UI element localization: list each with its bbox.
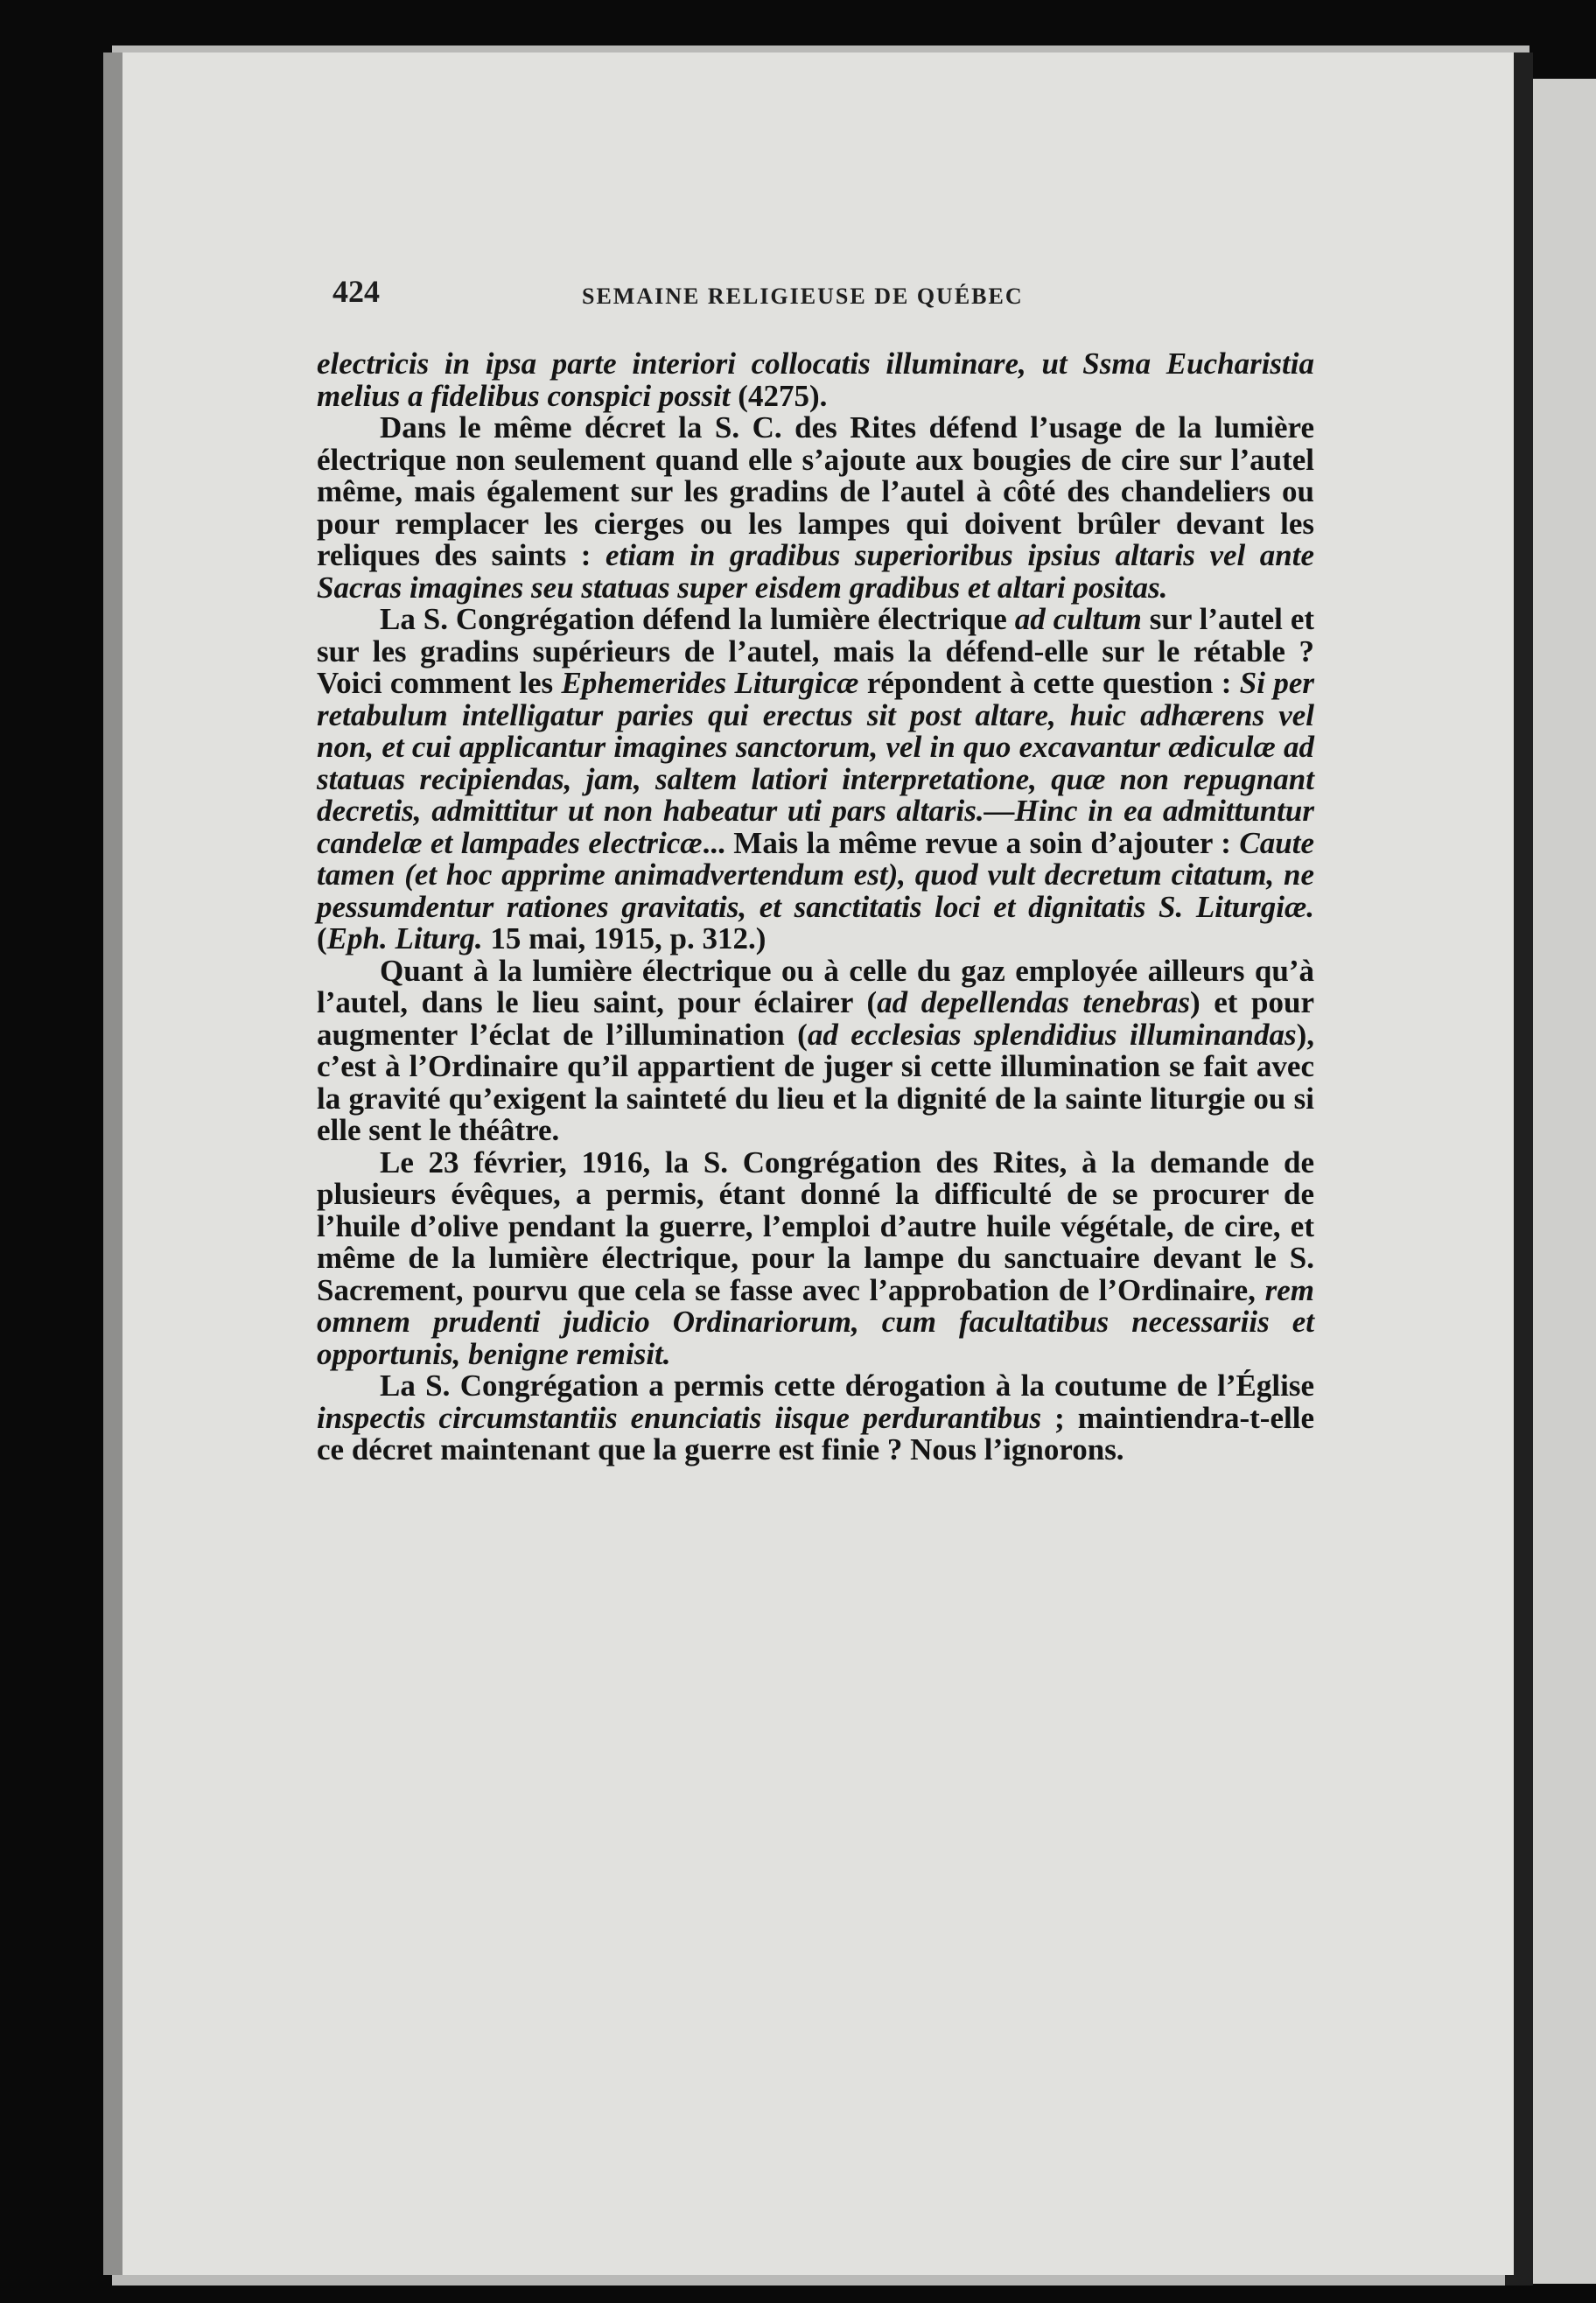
text-run: ... Mais la même revue a soin d’ajouter : — [702, 825, 1240, 860]
text-run: La S. Congrégation défend la lumière électrique — [380, 602, 1015, 636]
latin-quote: inspectis circumstantiis enunciatis iisque perdurantibus — [317, 1400, 1042, 1435]
latin-quote: ad depellendas tenebras — [877, 985, 1190, 1019]
text-run: ) et pour augmenter l’éclat de l’illumination ( — [317, 985, 1315, 1052]
latin-quote: ad cultum — [1014, 602, 1142, 636]
text-run: Dans le même décret la S. C. des Rites défend l’usage de la lumière électrique non seulement quand elle s’ajoute aux bougies de cire sur l’autel même, mais également sur les gradins de l’autel à côté des chandeliers ou pour remplacer les cierges ou les lampes qui doivent brûler devant les reliques des saints : — [317, 410, 1314, 572]
paragraph-2 — [317, 412, 1314, 604]
page-number: 424 — [332, 274, 380, 309]
facing-page-edge — [1530, 79, 1596, 2284]
text-run: 15 mai, 1915, p. 312.) — [482, 921, 766, 956]
paragraph-1 — [317, 348, 1314, 412]
latin-quote: electricis in ipsa parte interiori collocatis illuminare, ut Ssma Eucharistia melius a fidelibus conspici possit — [317, 346, 1314, 413]
text-run: sur l’autel et sur les gradins supérieurs de l’autel, mais la défend-elle sur le rétable ? Voici comment les — [317, 602, 1315, 700]
text-run: répondent à cette question : — [858, 666, 1240, 700]
text-run: ; maintiendra-t-elle ce décret maintenant que la guerre est finie ? Nous l’ignorons. — [317, 1400, 1314, 1466]
paragraph-4 — [317, 953, 1315, 1147]
text-run: Quant à la lumière électrique ou à celle du gaz employée ailleurs qu’à l’autel, dans le lieu saint, pour éclairer ( — [317, 953, 1314, 1019]
text-run: ( — [317, 921, 327, 956]
text-run: ), c’est à l’Ordinaire qu’il appartient de juger si cette illumination se fait avec la gravité qu’exigent la sainteté du lieu et la dignité de la sainte liturgie ou si elle sent le théâtre. — [317, 1017, 1314, 1147]
latin-quote: rem omnem prudenti judicio Ordinariorum, cum facultatibus necessariis et opportunis, benigne remisit. — [317, 1272, 1314, 1371]
latin-quote: Si per retabulum intelligatur paries qui erectus sit post altare, huic adhærens vel non, et cui applicantur imagines sanctorum, vel in quo excavantur ædiculæ ad statuas recipiendas, jam, saltem latiori interpretatione, quæ non repugnant decretis, admittitur ut non habeatur uti pars altaris.—Hinc in ea admittuntur candelæ et lampades electricæ — [317, 666, 1314, 860]
journal-title: Ephemerides Liturgicæ — [561, 666, 859, 700]
paragraph-3 — [317, 604, 1314, 956]
text-run: Le 23 février, 1916, la S. Congrégation des Rites, à la demande de plusieurs évêques, a permis, étant donné la difficulté de se procurer de l’huile d’olive pendant la guerre, l’emploi d’autre huile végétale, de cire, et même de la lumière électrique, pour la lampe du sanctuaire devant le S. Sacrement, pourvu que cela se fasse avec l’approbation de l’Ordinaire, — [317, 1144, 1314, 1307]
latin-quote: etiam in gradibus superioribus ipsius altaris vel ante Sacras imagines seu statuas super eisdem gradibus et altari positas. — [317, 538, 1314, 605]
text-run: La S. Congrégation a permis cette dérogation à la coutume de l’Église — [380, 1368, 1314, 1403]
page-header — [332, 273, 1312, 326]
paragraph-5 — [317, 1144, 1314, 1371]
text-run: (4275). — [730, 378, 828, 413]
latin-quote: Caute tamen (et hoc apprime animadvertendum est), quod vult decretum citatum, ne pessumdentur rationes gravitatis, et sanctitatis loci et dignitatis S. Liturgiæ. — [317, 825, 1314, 924]
body-text — [317, 348, 1314, 1466]
latin-quote: ad ecclesias splendidius illuminandas — [807, 1017, 1297, 1052]
paragraph-6 — [317, 1370, 1314, 1466]
running-title: SEMAINE RELIGIEUSE DE QUÉBEC — [582, 284, 1024, 309]
journal-abbrev: Eph. Liturg. — [326, 921, 483, 956]
page-edge — [103, 52, 122, 2275]
